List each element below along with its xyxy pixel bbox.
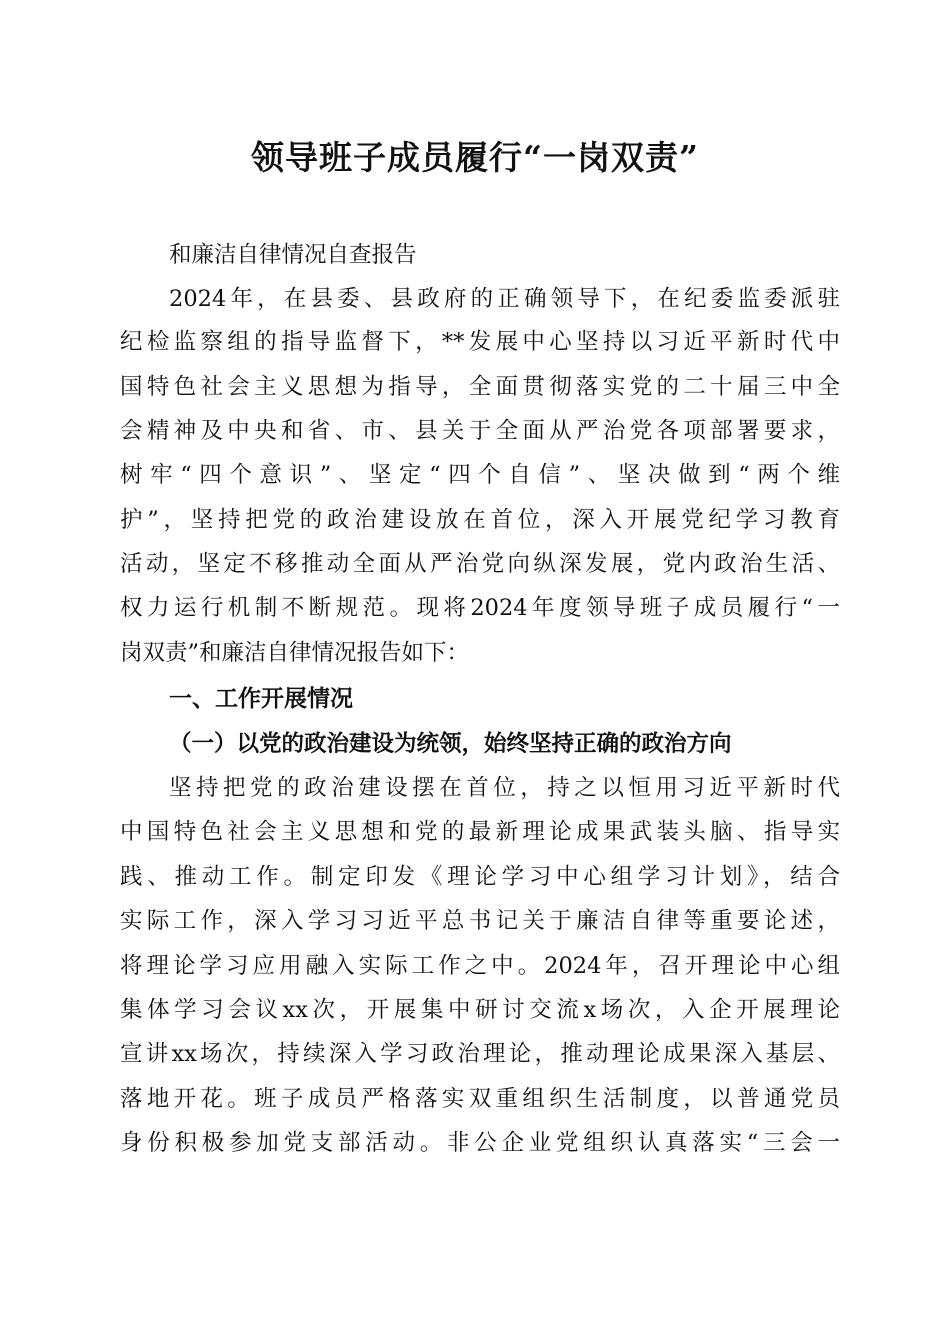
paragraph-line: 会精神及中央和省、市、县关于全面从严治党各项部署要求， [120,418,840,444]
paragraph-line: 宣讲xx场次，持续深入学习政治理论，推动理论成果深入基层、 [120,1041,840,1067]
paragraph-line: 实际工作，深入学习习近平总书记关于廉洁自律等重要论述， [120,908,840,934]
paragraph-line: 岗双责”和廉洁自律情况报告如下： [120,640,470,666]
paragraph-line: 护”，坚持把党的政治建设放在首位，深入开展党纪学习教育 [120,507,840,533]
section-heading: 一、工作开展情况 [169,686,353,712]
paragraph-line: 活动，坚定不移推动全面从严治党向纵深发展，党内政治生活、 [120,551,840,577]
paragraph-line: 身份积极参加党支部活动。非公企业党组织认真落实“三会一 [120,1130,840,1156]
paragraph-line: 落地开花。班子成员严格落实双重组织生活制度，以普通党员 [120,1086,840,1112]
paragraph-line: 2024年，在县委、县政府的正确领导下，在纪委监委派驻 [169,286,840,312]
paragraph-line: 将理论学习应用融入实际工作之中。2024年，召开理论中心组 [120,953,840,979]
document-subtitle: 和廉洁自律情况自查报告 [169,242,417,268]
section-subheading: （一）以党的政治建设为统领，始终坚持正确的政治方向 [169,731,732,757]
paragraph-line: 树牢“四个意识”、坚定“四个自信”、坚决做到“两个维 [120,462,840,488]
paragraph-line: 践、推动工作。制定印发《理论学习中心组学习计划》，结合 [120,864,840,890]
paragraph-line: 纪检监察组的指导监督下，**发展中心坚持以习近平新时代中 [120,329,840,355]
paragraph-line: 集体学习会议xx次，开展集中研讨交流x场次，入企开展理论 [120,997,840,1023]
paragraph-line: 国特色社会主义思想为指导，全面贯彻落实党的二十届三中全 [120,374,840,400]
paragraph-line: 坚持把党的政治建设摆在首位，持之以恒用习近平新时代 [169,775,840,801]
paragraph-line: 中国特色社会主义思想和党的最新理论成果武装头脑、指导实 [120,819,840,845]
document-title: 领导班子成员履行“一岗双责” [251,138,699,177]
paragraph-line: 权力运行机制不断规范。现将2024年度领导班子成员履行“一 [120,595,840,621]
